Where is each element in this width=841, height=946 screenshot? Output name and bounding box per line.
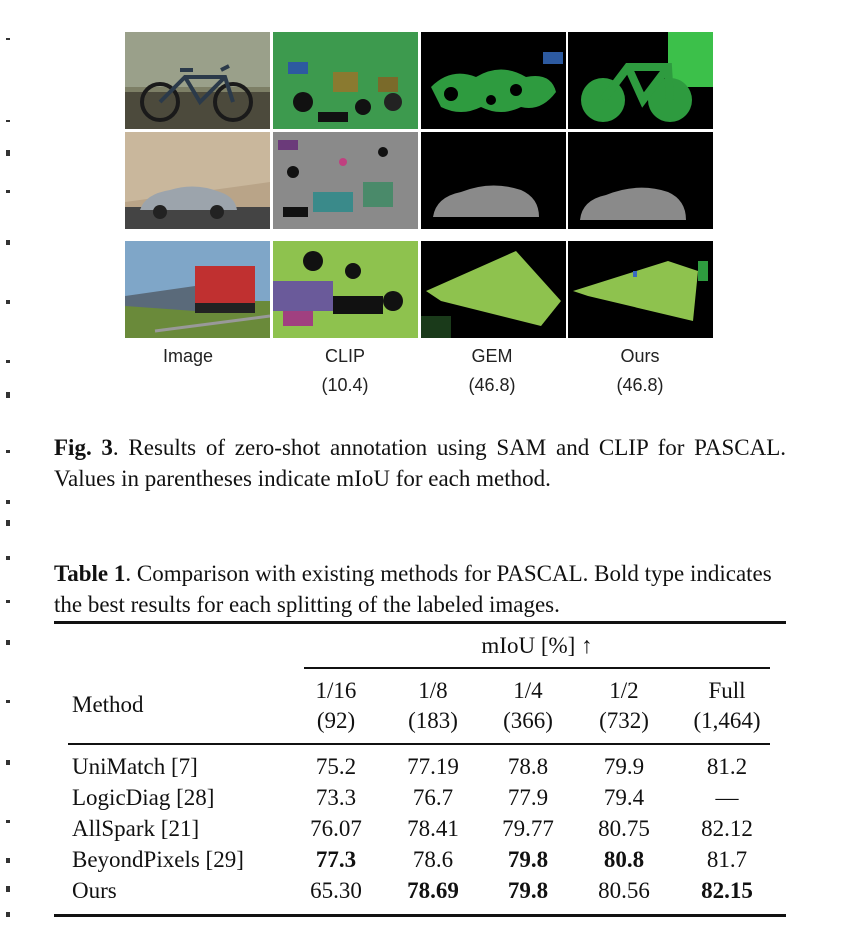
col-header-count: (1,464): [693, 708, 761, 733]
method-header: Method: [72, 692, 144, 717]
table-cell: 82.15: [701, 878, 753, 903]
table-bottom-rule: [54, 914, 786, 917]
table-cell: 80.75: [598, 816, 650, 841]
ours-bicycle: [568, 32, 713, 129]
score-ours: (46.8): [616, 375, 664, 395]
table-cell: 77.9: [507, 785, 549, 810]
table-cell: 78.8: [507, 754, 549, 779]
image-train: [125, 241, 270, 338]
table-cell: 76.7: [412, 785, 454, 810]
gem-bicycle: [421, 32, 566, 129]
ours-train: [568, 241, 713, 338]
group-header: mIoU [%] ↑: [481, 633, 593, 658]
figure-grid: [125, 32, 713, 338]
table-caption-label: Table 1: [54, 561, 126, 586]
table-cell: 78.41: [407, 816, 459, 841]
column-label-clip: CLIP: [324, 346, 366, 366]
table-cell: 81.2: [706, 754, 748, 779]
table-cell: 65.30: [310, 878, 362, 903]
table-cell: 79.77: [502, 816, 554, 841]
table-cell: 76.07: [310, 816, 362, 841]
image-bicycle: [125, 32, 270, 129]
table-cell: 78.6: [412, 847, 454, 872]
col-header-split: 1/4: [513, 678, 543, 703]
column-label-gem: GEM: [471, 346, 513, 366]
figure-caption-label: Fig. 3: [54, 435, 113, 460]
clip-car: [273, 132, 418, 229]
left-margin-artifacts: [0, 0, 16, 946]
clip-train: [273, 241, 418, 338]
gem-train: [421, 241, 566, 338]
col-header-split: Full: [708, 678, 746, 703]
table-cell: 80.8: [603, 847, 645, 872]
table-cell: 82.12: [701, 816, 753, 841]
gem-car: [421, 132, 566, 229]
table-cell: 77.3: [315, 847, 357, 872]
method-name: UniMatch [7]: [72, 754, 198, 779]
table-cell: 73.3: [315, 785, 357, 810]
col-header-count: (183): [408, 708, 458, 733]
col-header-count: (92): [316, 708, 356, 733]
image-car: [125, 132, 270, 229]
figure-caption-text: . Results of zero-shot annotation using SAM and CLIP for PASCAL. Values in parentheses indicate mIoU for each method.: [54, 435, 786, 491]
header-rule: [68, 743, 770, 745]
table-cell: 79.8: [507, 847, 549, 872]
table-top-rule: [54, 621, 786, 624]
method-name: LogicDiag [28]: [72, 785, 215, 810]
table-cell: 81.7: [706, 847, 748, 872]
table-cell: 78.69: [407, 878, 459, 903]
table-cell: 79.9: [603, 754, 645, 779]
figure-caption: [54, 432, 786, 494]
table-cell: 79.8: [507, 878, 549, 903]
col-header-split: 1/2: [609, 678, 639, 703]
col-header-count: (366): [503, 708, 553, 733]
score-gem: (46.8): [468, 375, 516, 395]
table-caption-text: . Comparison with existing methods for PASCAL. Bold type indicates the best results for each splitting of the labeled images.: [54, 561, 772, 617]
method-name: BeyondPixels [29]: [72, 847, 244, 872]
table-caption: [54, 558, 786, 620]
clip-bicycle: [273, 32, 418, 129]
col-header-split: 1/8: [418, 678, 448, 703]
group-rule: [304, 667, 770, 669]
method-name: Ours: [72, 878, 117, 903]
table-cell: 77.19: [407, 754, 459, 779]
score-clip: (10.4): [321, 375, 369, 395]
table-cell: 79.4: [603, 785, 645, 810]
column-label-image: Image: [162, 346, 214, 366]
ours-car: [568, 132, 713, 229]
table-cell: 80.56: [598, 878, 650, 903]
column-label-ours: Ours: [620, 346, 660, 366]
method-name: AllSpark [21]: [72, 816, 200, 841]
table-cell: 75.2: [315, 754, 357, 779]
col-header-count: (732): [599, 708, 649, 733]
table-cell: —: [715, 785, 739, 810]
col-header-split: 1/16: [315, 678, 357, 703]
